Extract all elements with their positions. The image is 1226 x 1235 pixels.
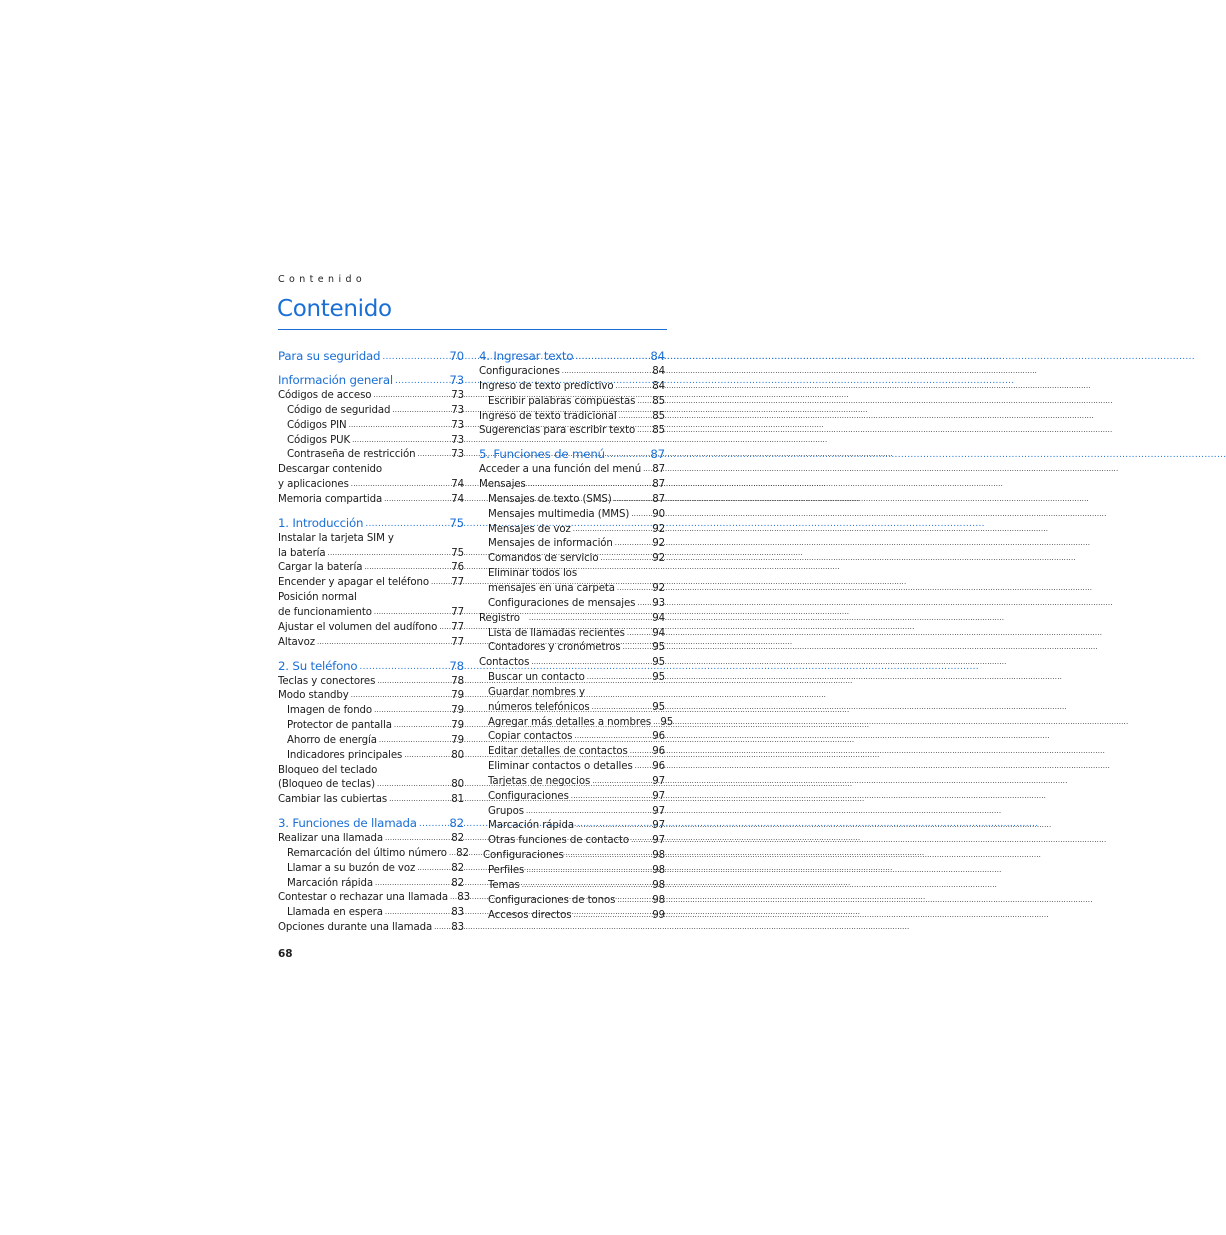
- toc-page-number: 83: [457, 892, 471, 904]
- toc-entry[interactable]: [278, 921, 464, 936]
- toc-entry[interactable]: [278, 689, 464, 704]
- toc-leader-dots: [374, 605, 448, 620]
- toc-entry[interactable]: [278, 478, 464, 493]
- toc-entry-title: Altavoz: [278, 636, 315, 648]
- toc-entry[interactable]: [278, 793, 464, 808]
- toc-page-number: 97: [652, 775, 665, 787]
- toc-chapter-title: Para su seguridad: [278, 349, 381, 363]
- toc-leader-dots: [615, 379, 649, 394]
- toc-entry-title: la batería: [278, 547, 326, 559]
- toc-entry[interactable]: [278, 463, 464, 478]
- toc-entry-title: números telefónicos: [488, 701, 590, 713]
- toc-page-number: 81: [451, 794, 464, 806]
- toc-leader-dots: [592, 700, 649, 715]
- toc-entry-title: Modo standby: [278, 690, 349, 702]
- toc-entry-title: Ingreso de texto tradicional: [479, 410, 617, 422]
- toc-page-number: 97: [652, 835, 665, 847]
- toc-entry[interactable]: [278, 561, 464, 576]
- toc-entry-title: Configuraciones de tonos: [488, 894, 616, 906]
- toc-entry-title: Accesos directos: [488, 909, 572, 921]
- toc-page-number: 94: [652, 612, 665, 624]
- toc-page-number: 76: [451, 562, 464, 574]
- toc-leader-dots: [384, 492, 448, 507]
- toc-leader-dots: [562, 364, 649, 379]
- toc-leader-dots: [431, 575, 448, 590]
- toc-leader-dots: [631, 833, 649, 848]
- toc-entry[interactable]: [479, 627, 665, 642]
- toc-entry-title: Lista de llamadas recientes: [488, 627, 625, 639]
- toc-page-number: 75: [451, 547, 464, 559]
- toc-entry[interactable]: [479, 701, 665, 716]
- toc-page-number: 74: [451, 479, 464, 491]
- toc-page-number: 98: [652, 850, 665, 862]
- toc-entry-title: Llamada en espera: [287, 907, 383, 919]
- toc-entry-title: Contadores y cronómetros: [488, 642, 621, 654]
- toc-entry-title: Imagen de fondo: [287, 705, 373, 717]
- toc-leader-dots: [619, 409, 649, 424]
- toc-entry[interactable]: [479, 790, 665, 805]
- toc-entry-title: Contactos: [479, 657, 530, 669]
- toc-leader-dots: [379, 733, 448, 748]
- toc-page-number: 77: [451, 621, 464, 633]
- toc-entry-title: Otras funciones de contacto: [488, 835, 630, 847]
- toc-leader-dots: [418, 447, 449, 462]
- toc-entry-title: Configuraciones: [488, 790, 569, 802]
- toc-entry[interactable]: [479, 552, 665, 567]
- toc-page-number: 73: [451, 434, 464, 446]
- toc-leader-dots: [382, 347, 447, 366]
- toc-entry[interactable]: [479, 656, 665, 671]
- toc-chapter-entry[interactable]: [278, 658, 464, 675]
- toc-page-number: 85: [652, 395, 665, 407]
- toc-leader-dots: [617, 581, 649, 596]
- toc-chapter-entry[interactable]: [479, 446, 665, 463]
- toc-leader-dots: [364, 560, 448, 575]
- toc-page-number: 87: [652, 479, 665, 491]
- toc-entry-title: Sugerencias para escribir texto: [479, 425, 636, 437]
- toc-chapter-title: 2. Su teléfono: [278, 658, 358, 673]
- toc-entry[interactable]: [479, 567, 665, 582]
- toc-page-number: 96: [652, 746, 665, 758]
- toc-entry[interactable]: [479, 523, 665, 538]
- toc-page-number: 97: [652, 820, 665, 832]
- toc-page-number: 82: [449, 816, 464, 831]
- toc-page-number: 78: [451, 675, 464, 687]
- toc-entry-title: Códigos PIN: [287, 419, 347, 431]
- toc-page-number: 73: [449, 373, 464, 387]
- toc-entry-title: y aplicaciones: [278, 479, 349, 491]
- toc-entry[interactable]: [278, 891, 471, 906]
- toc-entry[interactable]: [479, 909, 665, 924]
- toc-page-number: 95: [652, 672, 665, 684]
- toc-page-number: 73: [451, 449, 464, 461]
- page-number: 68: [278, 948, 293, 960]
- toc-leader-dots: [374, 703, 448, 718]
- toc-leader-dots: [637, 596, 649, 611]
- toc-entry-title: Posición normal: [278, 592, 357, 604]
- toc-page-number: 87: [652, 493, 665, 505]
- toc-chapter-title: Información general: [278, 373, 393, 387]
- toc-entry[interactable]: [479, 805, 665, 820]
- toc-page-number: 92: [652, 538, 665, 550]
- toc-leader-dots: [574, 729, 649, 744]
- toc-entry-title: Guardar nombres y: [488, 686, 585, 698]
- toc-leader-dots: [573, 522, 649, 537]
- toc-page-number: 94: [652, 627, 665, 639]
- toc-entry[interactable]: [479, 424, 665, 439]
- toc-entry[interactable]: [278, 749, 464, 764]
- toc-page-number: 77: [451, 636, 464, 648]
- toc-entry-title: Opciones durante una llamada: [278, 922, 433, 934]
- toc-entry[interactable]: [278, 636, 464, 651]
- toc-page-number: 85: [652, 425, 665, 437]
- toc-entry[interactable]: [479, 864, 665, 879]
- toc-leader-dots: [587, 670, 649, 685]
- toc-page-number: 90: [652, 508, 665, 520]
- toc-entry[interactable]: [278, 547, 464, 562]
- toc-leader-dots: [351, 688, 448, 703]
- toc-entry-title: Configuraciones de mensajes: [488, 597, 636, 609]
- toc-page-number: 98: [652, 865, 665, 876]
- toc-entry-title: Grupos: [488, 805, 524, 817]
- toc-entry-title: Encender y apagar el teléfono: [278, 577, 430, 589]
- toc-leader-dots: [630, 744, 649, 759]
- toc-entry[interactable]: [278, 778, 464, 793]
- toc-leader-dots: [351, 477, 448, 492]
- toc-entry-title: Copiar contactos: [488, 731, 573, 743]
- toc-entry-title: Códigos de acceso: [278, 390, 372, 401]
- toc-leader-dots: [571, 789, 649, 804]
- toc-leader-dots: [449, 846, 453, 861]
- toc-leader-dots: [385, 905, 448, 920]
- toc-page-number: 84: [652, 380, 665, 392]
- toc-entry-title: Mensajes de información: [488, 538, 613, 550]
- toc-entry[interactable]: [479, 819, 665, 834]
- toc-entry[interactable]: [278, 434, 464, 449]
- toc-page-number: 74: [451, 493, 464, 505]
- toc-entry[interactable]: [278, 675, 464, 690]
- toc-page-number: 95: [660, 716, 674, 728]
- toc-right-column: [479, 348, 674, 923]
- toc-page-number: 77: [451, 577, 464, 589]
- toc-leader-dots: [528, 477, 649, 492]
- toc-entry-title: Remarcación del último número: [287, 847, 447, 859]
- toc-entry-title: Tarjetas de negocios: [488, 775, 591, 787]
- toc-entry[interactable]: [278, 404, 464, 419]
- toc-page-number: 78: [449, 658, 464, 673]
- toc-entry-title: Mensajes de texto (SMS): [488, 493, 612, 505]
- toc-entry-title: de funcionamiento: [278, 606, 372, 618]
- toc-page-number: 80: [451, 779, 464, 791]
- toc-page-number: 92: [652, 582, 665, 594]
- toc-entry[interactable]: [278, 591, 464, 606]
- toc-entry[interactable]: [479, 760, 665, 775]
- toc-page-number: 96: [652, 731, 665, 743]
- toc-entry[interactable]: [479, 508, 665, 523]
- toc-entry[interactable]: [479, 537, 665, 552]
- toc-entry-title: Cargar la batería: [278, 562, 363, 574]
- toc-chapter-entry[interactable]: [278, 515, 464, 532]
- toc-entry-title: Teclas y conectores: [278, 675, 376, 687]
- toc-entry-title: Mensajes de voz: [488, 523, 571, 535]
- toc-leader-dots: [352, 433, 448, 448]
- toc-leader-dots: [615, 536, 649, 551]
- toc-leader-dots: [392, 403, 448, 418]
- toc-page-number: 96: [652, 761, 665, 773]
- toc-page-number: 70: [449, 349, 464, 363]
- toc-entry[interactable]: [278, 862, 464, 877]
- toc-entry[interactable]: [278, 764, 464, 779]
- toc-entry[interactable]: [278, 493, 464, 508]
- toc-leader-dots: [526, 863, 649, 878]
- toc-page-number: 82: [451, 862, 464, 874]
- toc-entry[interactable]: [479, 597, 665, 612]
- toc-entry-title: Marcación rápida: [287, 877, 374, 889]
- toc-leader-dots: [434, 920, 448, 935]
- toc-page-number: 83: [451, 907, 464, 919]
- toc-page-number: 84: [650, 349, 665, 363]
- toc-leader-dots: [614, 492, 649, 507]
- toc-chapter-entry[interactable]: [278, 348, 464, 365]
- toc-leader-dots: [439, 620, 448, 635]
- toc-entry[interactable]: [278, 532, 464, 547]
- toc-page-number: 99: [652, 909, 665, 921]
- toc-leader-dots: [573, 908, 649, 923]
- toc-page-number: 73: [451, 390, 464, 401]
- toc-leader-dots: [576, 818, 649, 833]
- toc-leader-dots: [349, 418, 448, 433]
- toc-entry-title: Contestar o rechazar una llamada: [278, 892, 449, 904]
- toc-entry[interactable]: [479, 365, 665, 380]
- toc-leader-dots: [631, 507, 649, 522]
- toc-chapter-title: 4. Ingresar texto: [479, 349, 574, 363]
- toc-entry[interactable]: [479, 478, 665, 493]
- toc-entry[interactable]: [479, 671, 665, 686]
- toc-section: [278, 348, 464, 365]
- toc-entry[interactable]: [278, 704, 464, 719]
- toc-section: [479, 446, 674, 923]
- toc-leader-dots: [643, 462, 649, 477]
- toc-entry[interactable]: [479, 380, 665, 395]
- toc-entry-title: Llamar a su buzón de voz: [287, 862, 416, 874]
- toc-entry-title: mensajes en una carpeta: [488, 582, 615, 594]
- toc-entry[interactable]: [278, 877, 464, 892]
- toc-page-number: 95: [652, 642, 665, 654]
- toc-leader-dots: [529, 611, 649, 626]
- toc-entry[interactable]: [479, 686, 665, 701]
- toc-leader-dots: [635, 759, 649, 774]
- toc-page-number: 98: [652, 879, 665, 891]
- toc-leader-dots: [373, 388, 448, 403]
- toc-leader-dots: [377, 777, 448, 792]
- toc-page-number: 80: [451, 749, 464, 761]
- toc-leader-dots: [375, 876, 448, 891]
- toc-entry[interactable]: [479, 894, 665, 909]
- toc-entry-title: Marcación rápida: [488, 820, 575, 832]
- toc-leader-dots: [592, 774, 649, 789]
- toc-page-number: 84: [652, 366, 665, 377]
- toc-entry[interactable]: [479, 641, 665, 656]
- toc-entry[interactable]: [479, 612, 665, 627]
- toc-leader-dots: [600, 551, 649, 566]
- toc-leader-dots: [389, 792, 448, 807]
- toc-page-number: 97: [652, 805, 665, 817]
- toc-entry[interactable]: [479, 834, 665, 849]
- toc-entry-title: Acceder a una función del menú: [479, 464, 642, 476]
- toc-page-number: 73: [451, 419, 464, 431]
- page-title: Contenido: [277, 296, 392, 322]
- toc-page-number: 92: [652, 523, 665, 535]
- toc-entry[interactable]: [278, 606, 464, 621]
- toc-leader-dots: [522, 878, 649, 893]
- toc-entry-title: Ajustar el volumen del audífono: [278, 621, 438, 633]
- toc-leader-dots: [627, 626, 649, 641]
- toc-entry-title: Configuraciones: [479, 366, 560, 377]
- toc-page-number: 82: [456, 847, 469, 859]
- toc-chapter-title: 1. Introducción: [278, 515, 364, 530]
- toc-leader-dots: [404, 748, 448, 763]
- toc-entry[interactable]: [479, 410, 665, 425]
- toc-page-number: 82: [451, 877, 464, 889]
- toc-entry-title: Bloqueo del teclado: [278, 764, 378, 776]
- toc-entry-title: Contraseña de restricción: [287, 449, 416, 461]
- toc-page-number: 82: [451, 833, 464, 845]
- toc-entry-title: Ingreso de texto predictivo: [479, 380, 614, 392]
- running-head: Contenido: [278, 274, 367, 285]
- toc-section: [278, 372, 464, 508]
- toc-entry-title: Perfiles: [488, 865, 525, 876]
- toc-entry[interactable]: [479, 849, 665, 864]
- toc-leader-dots: [617, 893, 649, 908]
- toc-entry[interactable]: [479, 745, 665, 760]
- toc-chapter-title: 3. Funciones de llamada: [278, 816, 417, 831]
- toc-leader-dots: [637, 423, 649, 438]
- toc-leader-dots: [653, 715, 657, 730]
- toc-entry-title: Código de seguridad: [287, 404, 391, 416]
- toc-entry[interactable]: [278, 621, 464, 636]
- toc-leader-dots: [526, 804, 649, 819]
- toc-entry[interactable]: [479, 582, 665, 597]
- toc-section: [278, 515, 464, 651]
- toc-entry[interactable]: [479, 879, 665, 894]
- toc-leader-dots: [385, 831, 448, 846]
- toc-entry-title: Memoria compartida: [278, 493, 383, 505]
- toc-page-number: 73: [451, 404, 464, 416]
- toc-entry[interactable]: [479, 395, 665, 410]
- toc-leader-dots: [531, 655, 649, 670]
- toc-page-number: 87: [650, 447, 665, 462]
- toc-entry-title: Escribir palabras compuestas: [488, 395, 636, 407]
- toc-entry-title: Agregar más detalles a nombres: [488, 716, 652, 728]
- toc-chapter-entry[interactable]: [278, 815, 464, 832]
- toc-leader-dots: [623, 640, 649, 655]
- toc-entry-title: Descargar contenido: [278, 464, 383, 476]
- title-rule: [278, 329, 667, 330]
- toc-page-number: 92: [652, 553, 665, 565]
- toc-entry[interactable]: [278, 832, 464, 847]
- toc-leader-dots: [417, 861, 448, 876]
- toc-leader-dots: [450, 890, 454, 905]
- toc-entry-title: Mensajes multimedia (MMS): [488, 508, 630, 520]
- toc-entry[interactable]: [479, 493, 665, 508]
- toc-entry[interactable]: [479, 730, 665, 745]
- toc-entry[interactable]: [479, 716, 674, 731]
- toc-chapter-entry[interactable]: [278, 372, 464, 389]
- toc-leader-dots: [566, 848, 649, 863]
- toc-entry-title: Configuraciones: [483, 850, 564, 862]
- toc-page-number: 79: [451, 705, 464, 717]
- toc-leader-dots: [377, 674, 448, 689]
- toc-left-column: [278, 348, 471, 936]
- toc-leader-dots: [365, 514, 447, 533]
- toc-entry[interactable]: [278, 389, 464, 404]
- toc-entry-title: Temas: [488, 879, 520, 891]
- toc-leader-dots: [394, 718, 448, 733]
- toc-entry[interactable]: [479, 463, 665, 478]
- toc-leader-dots: [328, 546, 448, 561]
- toc-page-number: 85: [652, 410, 665, 422]
- toc-entry-title: Cambiar las cubiertas: [278, 794, 388, 806]
- toc-page-number: 98: [652, 894, 665, 906]
- toc-entry-title: Ahorro de energía: [287, 734, 377, 746]
- toc-entry[interactable]: [479, 775, 665, 790]
- toc-page-number: 79: [451, 720, 464, 732]
- toc-chapter-title: 5. Funciones de menú: [479, 447, 605, 462]
- toc-entry-title: Eliminar todos los: [488, 568, 578, 580]
- toc-entry-title: Realizar una llamada: [278, 833, 383, 845]
- toc-entry-title: (Bloqueo de teclas): [278, 779, 375, 791]
- toc-page-number: 75: [449, 515, 464, 530]
- toc-entry-title: Mensajes: [479, 479, 526, 491]
- toc-leader-dots: [317, 635, 448, 650]
- toc-chapter-entry[interactable]: [479, 348, 665, 365]
- toc-entry[interactable]: [278, 419, 464, 434]
- toc-entry-title: Comandos de servicio: [488, 553, 599, 565]
- toc-entry-title: Protector de pantalla: [287, 720, 392, 732]
- toc-entry-title: Eliminar contactos o detalles: [488, 761, 633, 773]
- toc-section: [479, 348, 665, 439]
- toc-entry-title: Registro: [479, 612, 520, 624]
- toc-page-number: 83: [451, 922, 464, 934]
- toc-page-number: 97: [652, 790, 665, 802]
- toc-leader-dots: [637, 394, 649, 409]
- toc-page-number: 93: [652, 597, 665, 609]
- toc-entry-title: Buscar un contacto: [488, 672, 585, 684]
- toc-entry[interactable]: [278, 448, 464, 463]
- toc-entry-title: Indicadores principales: [287, 749, 403, 761]
- toc-entry[interactable]: [278, 734, 464, 749]
- toc-entry[interactable]: [278, 906, 464, 921]
- toc-page-number: 95: [652, 657, 665, 669]
- toc-page-number: 95: [652, 701, 665, 713]
- toc-entry[interactable]: [278, 576, 464, 591]
- toc-entry-title: Códigos PUK: [287, 434, 351, 446]
- toc-page-number: 79: [451, 690, 464, 702]
- toc-entry[interactable]: [278, 719, 464, 734]
- toc-section: [278, 815, 471, 936]
- toc-entry-title: Instalar la tarjeta SIM y: [278, 532, 394, 544]
- toc-entry[interactable]: [278, 847, 469, 862]
- toc-entry-title: Editar detalles de contactos: [488, 746, 628, 758]
- toc-page-number: 87: [652, 464, 665, 476]
- toc-page-number: 79: [451, 734, 464, 746]
- toc-section: [278, 658, 464, 809]
- toc-page-number: 77: [451, 606, 464, 618]
